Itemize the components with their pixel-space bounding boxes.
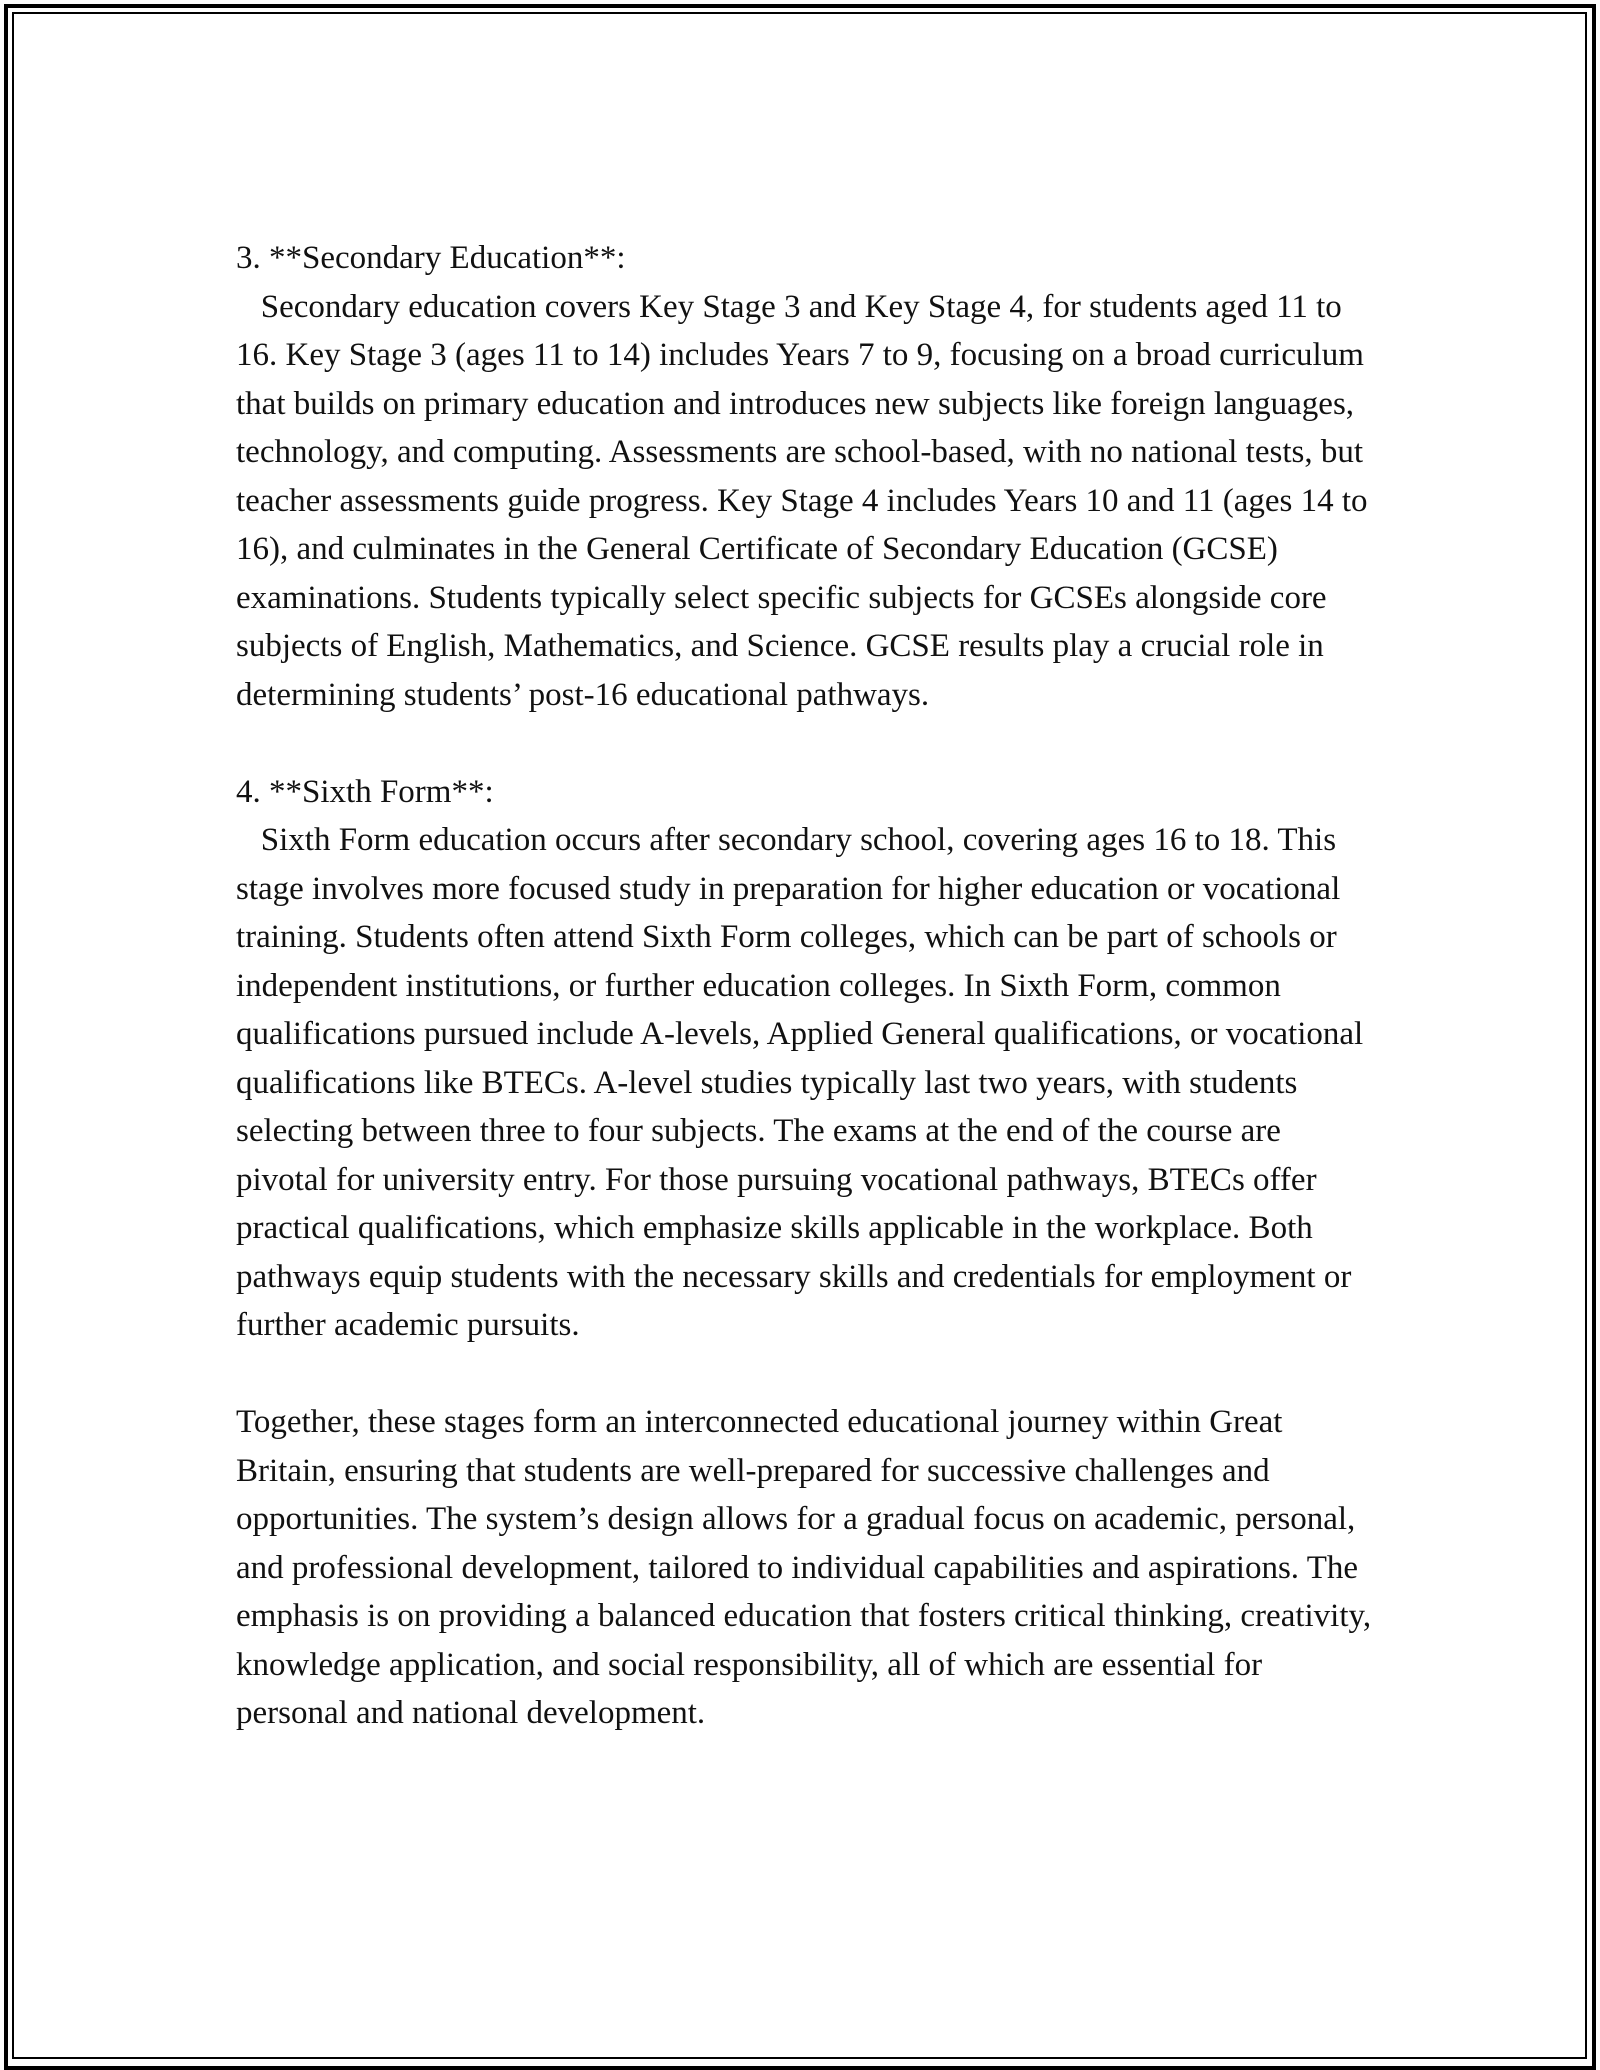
document-body [236, 234, 1380, 1738]
paragraph-spacer [236, 1350, 1376, 1399]
section-paragraph-sixth-form: Sixth Form education occurs after secondary school, covering ages 16 to 18. This stage involves more focused study in preparation for higher education or vocational training. Students often attend Sixth Form colleges, which can be part of schools or independent institutions, or further education colleges. In Sixth Form, common qualifications pursued include A-levels, Applied General qualifications, or vocational qualifications like BTECs. A-level studies typically last two years, with students selecting between three to four subjects. The exams at the end of the course are pivotal for university entry. For those pursuing vocational pathways, BTECs offer practical qualifications, which emphasize skills applicable in the workplace. Both pathways equip students with the necessary skills and credentials for employment or further academic pursuits. [236, 822, 1372, 1343]
conclusion-paragraph: Together, these stages form an interconnected educational journey within Great Britain, ensuring that students are well-prepared for successive challenges and opportunities. The system’s design allows for a gradual focus on academic, personal, and professional development, tailored to individual capabilities and aspirations. The emphasis is on providing a balanced education that fosters critical thinking, creativity, knowledge application, and social responsibility, all of which are essential for personal and national development. [236, 1404, 1380, 1731]
section-paragraph-secondary-education: Secondary education covers Key Stage 3 and Key Stage 4, for students aged 11 to 16. Key Stage 3 (ages 11 to 14) includes Years 7 to 9, focusing on a broad curriculum that builds on primary education and introduces new subjects like foreign languages, technology, and computing. Assessments are school-based, with no national tests, but teacher assessments guide progress. Key Stage 4 includes Years 10 and 11 (ages 14 to 16), and culminates in the General Certificate of Secondary Education (GCSE) examinations. Students typically select specific subjects for GCSEs alongside core subjects of English, Mathematics, and Science. GCSE results play a crucial role in determining students’ post-16 educational pathways. [236, 288, 1376, 713]
section-heading-secondary-education: 3. **Secondary Education**: [236, 240, 626, 276]
section-heading-sixth-form: 4. **Sixth Form**: [236, 773, 494, 810]
paragraph-spacer [236, 719, 1376, 768]
